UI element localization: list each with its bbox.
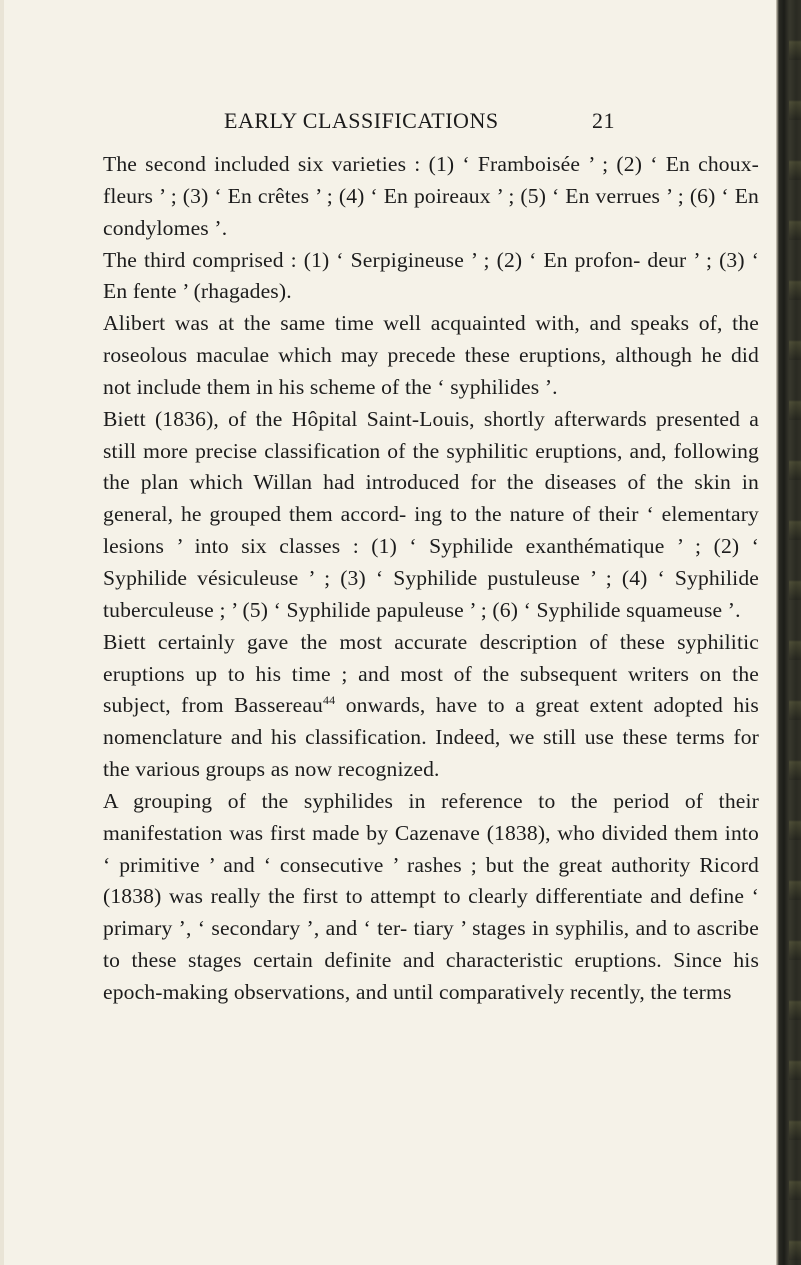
paragraph-grouping: A grouping of the syphilides in reference to the period of their manifestation was first made by Cazenave (1838), who divided them into ‘ primitive ’ and ‘ consecutive ’ rashes ; but the great authority Ricord (1838) was really the first to attempt to clearly differentiate and define ‘ primary ’, ‘ secondary ’, and ‘ ter- tiary ’ stages in syphilis, and to ascribe to these stages certain definite and characteristic eruptions. Since his epoch-making observations, and until comparatively recently, the terms	[103, 788, 759, 1004]
page-left-edge	[0, 0, 4, 1265]
running-head	[224, 108, 776, 142]
paragraph-alibert: Alibert was at the same time well acquainted with, and speaks of, the roseolous maculae which may precede these eruptions, although he did not include them in his scheme of the ‘ syphilides ’.	[103, 311, 759, 399]
book-binding-strip	[789, 0, 801, 1265]
body-text	[103, 149, 759, 1009]
page-number: 21	[592, 108, 615, 133]
footnote-reference: 44	[323, 693, 336, 708]
paragraph-biett-classification: Biett (1836), of the Hôpital Saint-Louis, shortly afterwards presented a still more precise classification of the syphilitic eruptions, and, following the plan which Willan had introduced for the diseases of the skin in general, he grouped them accord- ing to the nature of their ‘ elementary lesions ’ into six classes : (1) ‘ Syphilide exanthématique ’ ; (2) ‘ Syphilide vésiculeuse ’ ; (3) ‘ Syphilide pustuleuse ’ ; (4) ‘ Syphilide tuberculeuse ; ’ (5) ‘ Syphilide papuleuse ’ ; (6) ‘ Syphilide squameuse ’.	[103, 406, 759, 622]
paragraph-biett-accuracy-part2: onwards, have to a great extent adopted his nomenclature and his classification. Indeed, we still use these terms for the various groups as now recognized.	[103, 693, 759, 782]
paragraph-biett-accuracy	[103, 627, 759, 786]
paragraph-biett-accuracy-part1: Biett certainly gave the most accurate description of these syphilitic eruptions up to his time ; and most of the subsequent writers on the subject, from Bassereau	[103, 629, 759, 718]
running-head-title: EARLY CLASSIFICATIONS	[224, 108, 499, 133]
paragraph-second-variety: The second included six varieties : (1) ‘ Framboisée ’ ; (2) ‘ En choux-fleurs ’ ; (3) ‘ En crêtes ’ ; (4) ‘ En poireaux ’ ; (5) ‘ En verrues ’ ; (6) ‘ En condylomes ’.	[103, 152, 759, 240]
paragraph-third-variety: The third comprised : (1) ‘ Serpigineuse ’ ; (2) ‘ En profon- deur ’ ; (3) ‘ En fente ’ (rhagades).	[103, 247, 759, 304]
